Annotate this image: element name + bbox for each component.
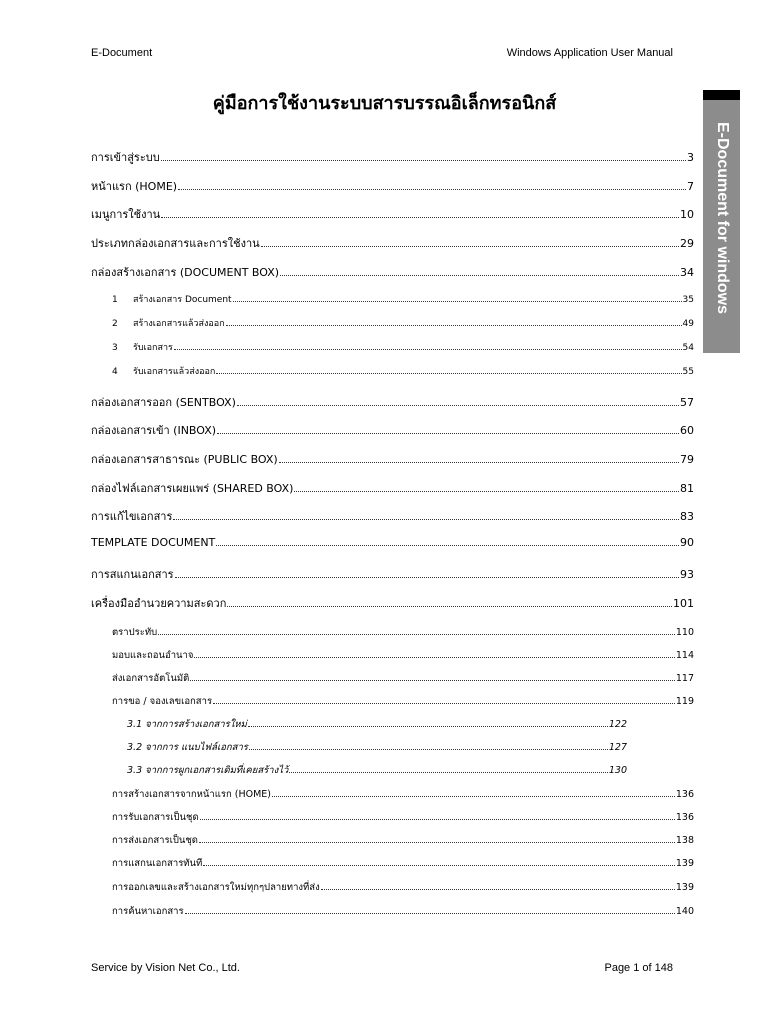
toc-entry-label: การแสกนเอกสารทันที <box>112 858 203 869</box>
toc-entry-label: ประเภทกล่องเอกสารและการใช้งาน <box>91 237 260 250</box>
toc-entry[interactable] <box>112 625 694 640</box>
toc-entry-page: 7 <box>687 180 694 193</box>
toc-leader <box>174 344 682 350</box>
toc-leader <box>161 154 686 161</box>
toc-leader <box>200 814 675 820</box>
toc-entry-page: 29 <box>680 237 694 250</box>
toc-entry-page: 10 <box>680 208 694 221</box>
toc-leader <box>227 600 672 607</box>
toc-entry-number: 1 <box>112 295 118 305</box>
toc-entry-label: สร้างเอกสารแล้วส่งออก <box>133 319 225 329</box>
toc-entry[interactable] <box>91 205 694 223</box>
toc-entry-label: กล่องเอกสารออก (SENTBOX) <box>91 396 236 409</box>
toc-entry[interactable] <box>91 421 694 439</box>
toc-entry[interactable] <box>112 648 694 663</box>
toc-leader <box>161 211 679 218</box>
toc-leader <box>237 399 679 406</box>
toc-entry-label: 3.2 จากการ แนบไฟล์เอกสาร <box>127 742 248 753</box>
toc-entry[interactable] <box>91 177 694 195</box>
toc-leader <box>185 908 675 914</box>
toc-entry-label: รับเอกสารแล้วส่งออก <box>133 367 216 377</box>
toc-entry-page: 136 <box>675 812 694 823</box>
toc-entry-page: 140 <box>675 906 694 917</box>
toc-entry-label: หน้าแรก (HOME) <box>91 180 178 193</box>
toc-leader <box>279 456 679 463</box>
toc-leader <box>233 296 682 302</box>
toc-leader <box>213 698 675 704</box>
toc-entry-number: 3 <box>112 343 118 353</box>
toc-leader <box>190 675 675 681</box>
toc-entry[interactable] <box>112 856 694 871</box>
toc-leader <box>249 744 608 750</box>
toc-entry-page: 34 <box>680 266 694 279</box>
toc-entry-page: 83 <box>680 510 694 523</box>
toc-entry-label: การสแกนเอกสาร <box>91 568 174 581</box>
toc-leader <box>294 485 679 492</box>
toc-entry-page: 101 <box>673 597 694 610</box>
toc-entry[interactable] <box>91 594 694 612</box>
toc-entry-page: 93 <box>680 568 694 581</box>
toc-leader <box>199 837 675 843</box>
toc-entry-label: TEMPLATE DOCUMENT <box>91 536 216 549</box>
toc-leader <box>173 513 679 520</box>
toc-leader <box>216 368 681 374</box>
toc-leader <box>178 183 686 190</box>
toc-entry-label: ส่งเอกสารอัตโนมัติ <box>112 673 190 684</box>
toc-entry[interactable] <box>112 292 694 306</box>
toc-entry-label: ตราประทับ <box>112 627 158 638</box>
toc-entry-label: รับเอกสาร <box>133 343 173 353</box>
toc-entry-label: การเข้าสู่ระบบ <box>91 151 160 164</box>
footer-page-number: Page 1 of 148 <box>604 962 673 974</box>
toc-entry-page: 79 <box>680 453 694 466</box>
toc-entry-page: 90 <box>680 536 694 549</box>
toc-entry-label: การส่งเอกสารเป็นชุด <box>112 835 198 846</box>
toc-entry-page: 49 <box>682 319 694 329</box>
toc-entry-page: 57 <box>680 396 694 409</box>
toc-leader <box>217 427 679 434</box>
toc-leader <box>272 791 675 797</box>
toc-entry[interactable] <box>112 787 694 802</box>
toc-entry-page: 127 <box>608 742 627 753</box>
side-tab-text: E-Document for windows <box>713 122 731 314</box>
toc-entry[interactable] <box>91 536 694 549</box>
toc-entry[interactable] <box>91 450 694 468</box>
toc-leader <box>226 320 682 326</box>
toc-entry[interactable] <box>112 694 694 709</box>
toc-entry[interactable] <box>112 364 694 378</box>
toc-entry-page: 122 <box>608 719 627 730</box>
toc-leader <box>280 269 679 276</box>
toc-entry-page: 130 <box>608 765 627 776</box>
toc-entry-page: 119 <box>675 696 694 707</box>
toc-entry-label: มอบและถอนอำนาจ <box>112 650 194 661</box>
document-title: คู่มือการใช้งานระบบสารบรรณอิเล็กทรอนิกส์ <box>212 93 557 114</box>
toc-leader <box>261 240 679 247</box>
toc-entry[interactable] <box>112 340 694 354</box>
toc-entry-label: เครื่องมืออำนวยความสะดวก <box>91 597 227 610</box>
toc-leader <box>321 884 675 890</box>
toc-entry-label: การค้นหาเอกสาร <box>112 906 184 917</box>
toc-entry-page: 3 <box>687 151 694 164</box>
toc-entry-page: 81 <box>680 482 694 495</box>
toc-entry-page: 139 <box>675 882 694 893</box>
toc-leader <box>158 629 675 635</box>
toc-entry[interactable] <box>91 479 694 497</box>
toc-leader <box>175 571 679 578</box>
toc-entry-page: 138 <box>675 835 694 846</box>
toc-entry[interactable] <box>91 263 694 281</box>
toc-leader <box>194 652 674 658</box>
toc-entry-page: 114 <box>675 650 694 661</box>
toc-entry[interactable] <box>91 148 694 166</box>
toc-entry-label: กล่องสร้างเอกสาร (DOCUMENT BOX) <box>91 266 280 279</box>
toc-entry[interactable] <box>91 234 694 252</box>
toc-entry-number: 4 <box>112 367 118 377</box>
toc-entry[interactable] <box>112 880 694 895</box>
toc-entry-label: การขอ / จองเลขเอกสาร <box>112 696 213 707</box>
toc-entry[interactable] <box>112 833 694 848</box>
toc-leader <box>203 860 675 866</box>
toc-entry-label: การรับเอกสารเป็นชุด <box>112 812 199 823</box>
toc-entry[interactable] <box>127 717 627 732</box>
toc-entry[interactable] <box>127 740 627 755</box>
toc-entry-number: 2 <box>112 319 118 329</box>
toc-entry[interactable] <box>112 671 694 686</box>
toc-entry[interactable] <box>91 507 694 525</box>
toc-entry[interactable] <box>112 810 694 825</box>
toc-entry-label: การแก้ไขเอกสาร <box>91 510 173 523</box>
toc-leader <box>248 721 608 727</box>
toc-entry-label: กล่องเอกสารสาธารณะ (PUBLIC BOX) <box>91 453 278 466</box>
footer-left-text: Service by Vision Net Co., Ltd. <box>91 962 240 974</box>
toc-entry-label: การออกเลขและสร้างเอกสารใหม่ทุกๆปลายทางที่ส่ง <box>112 882 320 893</box>
toc-entry-label: เมนูการใช้งาน <box>91 208 161 221</box>
header-left-text: E-Document <box>91 47 153 59</box>
toc-entry-label: 3.1 จากการสร้างเอกสารใหม่ <box>127 719 247 730</box>
toc-entry[interactable] <box>127 763 627 778</box>
toc-entry-label: การสร้างเอกสารจากหน้าแรก (HOME) <box>112 789 271 800</box>
toc-entry-page: 110 <box>675 627 694 638</box>
header-right-text: Windows Application User Manual <box>506 47 673 59</box>
toc-leader <box>216 539 679 546</box>
toc-entry-label: กล่องไฟล์เอกสารเผยแพร่ (SHARED BOX) <box>91 482 294 495</box>
toc-entry-page: 54 <box>682 343 694 353</box>
toc-entry-page: 35 <box>682 295 694 305</box>
toc-entry[interactable] <box>91 565 694 583</box>
toc-entry-page: 55 <box>682 367 694 377</box>
toc-leader <box>289 767 608 773</box>
toc-entry[interactable] <box>112 904 694 919</box>
toc-entry[interactable] <box>91 393 694 411</box>
toc-entry-page: 60 <box>680 424 694 437</box>
toc-entry[interactable] <box>112 316 694 330</box>
toc-entry-label: 3.3 จากการผูกเอกสารเดิมที่เคยสร้างไว้ <box>127 765 289 776</box>
toc-entry-label: สร้างเอกสาร Document <box>133 295 232 305</box>
toc-entry-page: 136 <box>675 789 694 800</box>
toc-entry-page: 139 <box>675 858 694 869</box>
toc-entry-page: 117 <box>675 673 694 684</box>
toc-entry-label: กล่องเอกสารเข้า (INBOX) <box>91 424 217 437</box>
